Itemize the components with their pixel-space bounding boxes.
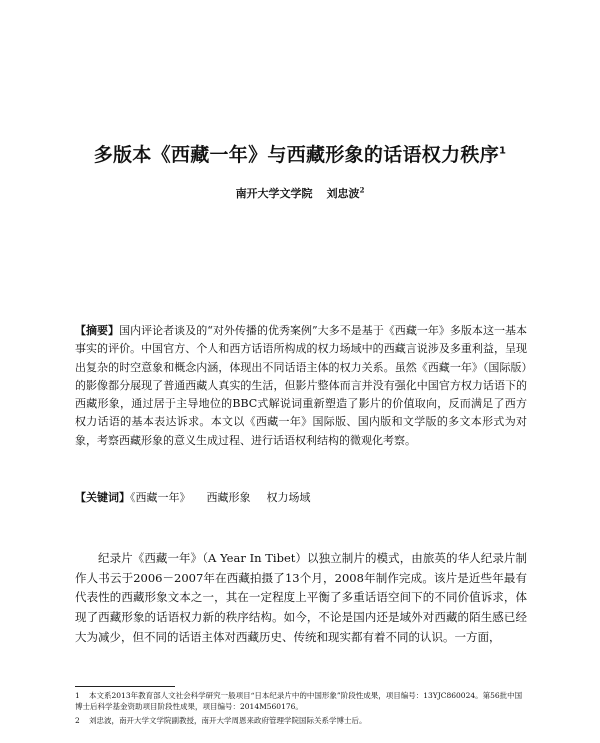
keyword: 西藏形象 — [206, 491, 251, 504]
byline — [0, 185, 600, 201]
keywords-label: 【关键词】 — [75, 491, 130, 504]
title-text: 多版本《西藏一年》与西藏形象的话语权力秩序 — [93, 144, 500, 166]
footnote — [75, 715, 527, 726]
keyword: 《西藏一年》 — [130, 491, 191, 504]
footnotes — [75, 690, 527, 729]
keywords — [75, 489, 527, 507]
abstract-label: 【摘要】 — [75, 324, 120, 337]
author-affiliation: 南开大学文学院 — [235, 187, 313, 200]
body-paragraph: 纪录片《西藏一年》（A Year In Tibet）以独立制片的模式，由旅英的华人纪录片制作人书云于2006－2007年在西藏拍摄了13个月，2008年制作完成。该片是近些年最有代表性的西藏形象文本之一，其在一定程度上平衡了多重话语空间下的不同价值诉求，体现了西藏形象的话语权力新的秩序结构。如今，不论是国内还是域外对西藏的陌生感已经大为减少，但不同的话语主体对西藏历史、传统和现实都有着不同的认识。一方面， — [75, 551, 527, 644]
footnote-text: 本文系2013年教育部人文社会科学研究一般项目“日本纪录片中的中国形象”阶段性成果，项目编号：13YJC860024。第56批中国博士后科学基金资助项目阶段性成果，项目编号：2014M560176。 — [75, 691, 523, 711]
keyword: 权力场域 — [266, 491, 311, 504]
footnote-text: 刘忠波，南开大学文学院副教授，南开大学周恩来政府管理学院国际关系学博士后。 — [89, 716, 367, 725]
abstract — [75, 322, 527, 450]
author-name: 刘忠波 — [326, 187, 360, 200]
footnote — [75, 690, 527, 712]
author-footnote-mark: 2 — [359, 185, 365, 195]
footnote-mark: 2 — [75, 716, 80, 725]
abstract-text: 国内评论者谈及的“对外传播的优秀案例”大多不是基于《西藏一年》多版本这一基本事实的评价。中国官方、个人和西方话语所构成的权力场域中的西藏言说涉及多重利益，呈现出复杂的时空意象和概念内涵，体现出不同话语主体的权力关系。虽然《西藏一年》（国际版）的影像都分展现了普通西藏人真实的生活，但影片整体而言并没有强化中国官方权力话语下的西藏形象，通过居于主导地位的BBC式解说词重新塑造了影片的价值取向，反而满足了西方权力话语的基本表达诉求。本文以《西藏一年》国际版、国内版和文学版的多文本形式为对象，考察西藏形象的意义生成过程、进行话语权利结构的微观化考察。 — [75, 324, 527, 447]
footnote-mark: 1 — [75, 691, 80, 700]
footnote-divider — [75, 686, 175, 687]
paper-title — [0, 140, 600, 167]
title-footnote-mark: 1 — [499, 145, 507, 157]
